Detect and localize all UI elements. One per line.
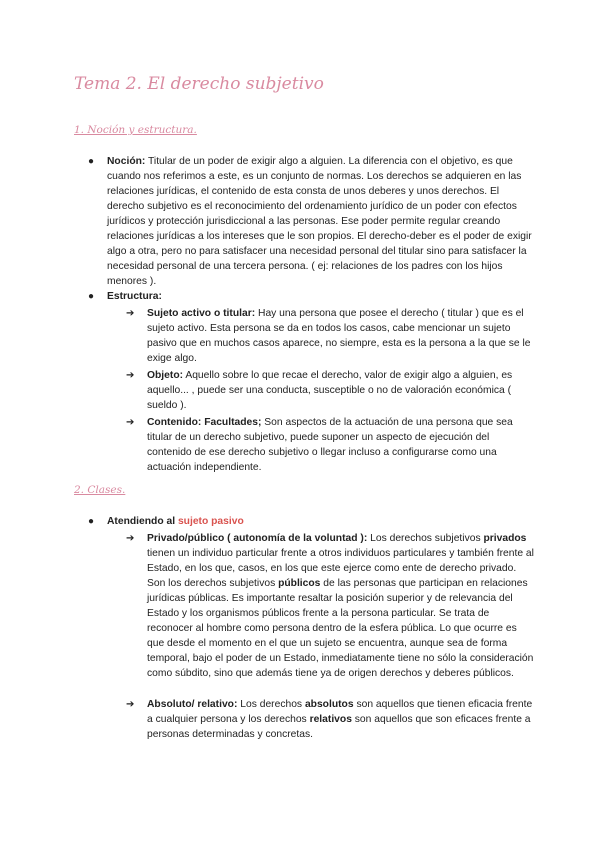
list-item-contenido (84, 415, 534, 475)
section-heading-clases: 2. Clases. (74, 484, 126, 496)
section-nocion-content (84, 154, 534, 475)
sujeto-activo-label: Sujeto activo o titular: (147, 308, 256, 319)
bullet-icon: ● (88, 156, 95, 167)
list-item-estructura (84, 289, 534, 304)
list-item-nocion (84, 154, 534, 289)
privados-bold: privados (483, 533, 527, 544)
objeto-label: Objeto: (147, 370, 184, 381)
list-item-objeto (84, 368, 534, 413)
estructura-label: Estructura: (107, 291, 162, 302)
section-heading-nocion: 1. Noción y estructura. (74, 124, 197, 136)
publicos-bold: públicos (278, 578, 321, 589)
list-item-sujeto-activo (84, 306, 534, 366)
arrow-right-icon: ➔ (126, 370, 135, 381)
relativos-bold: relativos (309, 714, 352, 725)
arrow-right-icon: ➔ (126, 533, 135, 544)
list-item-privado-publico (84, 531, 534, 681)
absoluto-text-3: son aquellos que son eficaces frente a personas determinadas y concretas. (147, 714, 531, 740)
privado-text-3: de las personas que participan en relaciones jurídicas públicas. Es importante resaltar la posición superior y de relevancia del Estado y los organismos públicos frente a la persona particular. Se trata de reconocer al hombre como persona dentro de la esfera pública. Lo que ocurre es que desde el momento en el que un sujeto se encuentra, aunque sea de forma temporal, bajo el poder de un Estado, inmediatamente tiene no sólo la consideración como súbdito, sino que además tiene ya de origen derechos y deberes públicos. (147, 578, 534, 679)
contenido-label: Contenido: Facultades; (147, 417, 262, 428)
arrow-right-icon: ➔ (126, 417, 135, 428)
atendiendo-prefix: Atendiendo al (107, 516, 178, 527)
spacer (84, 681, 534, 695)
sujeto-activo-text: Hay una persona que posee el derecho ( titular ) que es el sujeto activo. Esta persona se da en todos los casos, cabe mencionar un sujeto pasivo que en muchos casos aparece, no siempre, esta es la persona a la que se le exige algo. (147, 308, 531, 364)
list-item-atendiendo (84, 514, 534, 529)
privado-label: Privado/público ( autonomía de la voluntad ): (147, 533, 368, 544)
absoluto-text-1: Los derechos (237, 699, 305, 710)
nocion-text: Titular de un poder de exigir algo a alguien. La diferencia con el objetivo, es que cuando nos referimos a este, es un conjunto de normas. Los derechos se adquieren en las relaciones jurídicas, el contenido de esta consta de unos deberes y unos derechos. El derecho subjetivo es el reconocimiento del ordenamiento jurídico de un poder con efectos jurídicos y protección jurisdiccional a las personas. Ese poder permite regular creando relaciones jurídicas a los intereses que le son propios. El derecho-deber es el poder de exigir algo a otra, pero no para satisfacer una necesidad personal del titular sino para satisfacer la necesidad personal de una tercera persona. ( ej: relaciones de los padres con los hijos menores ). (107, 156, 532, 287)
sujeto-pasivo-highlight: sujeto pasivo (177, 516, 244, 527)
privado-text-1: Los derechos subjetivos (367, 533, 484, 544)
absoluto-label: Absoluto/ relativo: (147, 699, 238, 710)
arrow-right-icon: ➔ (126, 699, 135, 710)
page-title: Tema 2. El derecho subjetivo (74, 74, 324, 94)
nocion-label: Noción: (107, 156, 146, 167)
bullet-icon: ● (88, 516, 95, 527)
arrow-right-icon: ➔ (126, 308, 135, 319)
list-item-absoluto-relativo (84, 697, 534, 742)
contenido-text: Son aspectos de la actuación de una persona que sea titular de un derecho subjetivo, puede suponer un aspecto de ejecución del contenido de ese derecho subjetivo o llegar incluso a configurarse como una actuación independiente. (147, 417, 513, 473)
absoluto-text-2: son aquellos que tienen eficacia frente a cualquier persona y los derechos (147, 699, 533, 725)
bullet-icon: ● (88, 291, 95, 302)
section-clases-content (84, 514, 534, 742)
objeto-text: Aquello sobre lo que recae el derecho, valor de exigir algo a alguien, es aquello... , puede ser una conducta, susceptible o no de valoración económica ( sueldo ). (147, 370, 513, 411)
privado-text-2: tienen un individuo particular frente a otros individuos particulares y también frente al Estado, en los que, casos, en los que este ejerce como ente de derecho privado. Son los derechos subjetivos (147, 548, 534, 589)
absolutos-bold: absolutos (304, 699, 354, 710)
